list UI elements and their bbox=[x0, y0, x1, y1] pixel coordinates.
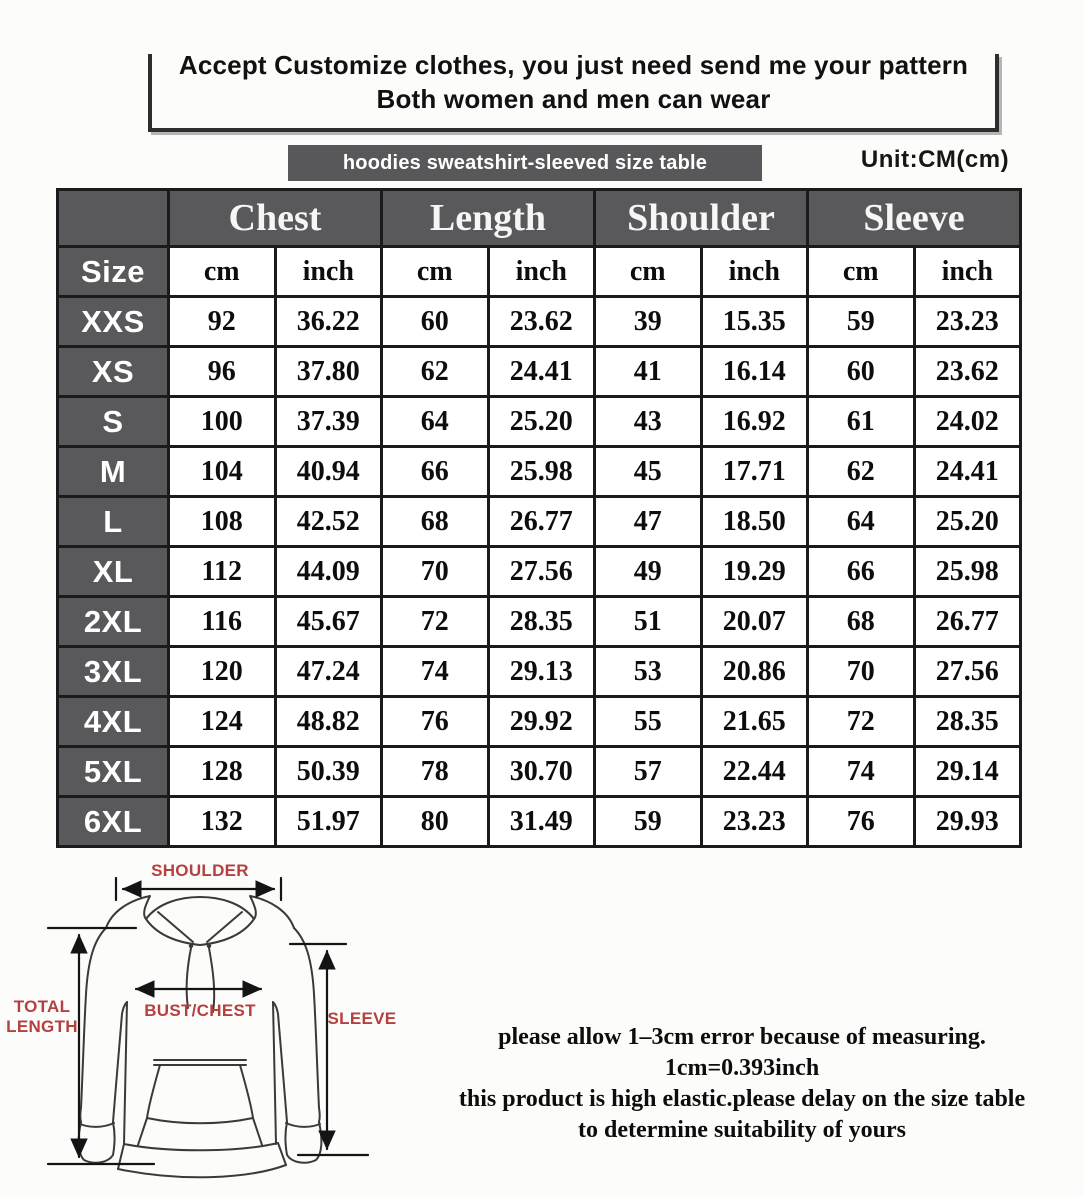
table-row bbox=[58, 497, 1021, 547]
measurement-cell: 51.97 bbox=[275, 797, 382, 847]
size-label: 5XL bbox=[58, 747, 169, 797]
bust-chest-label: BUST/CHEST bbox=[144, 1001, 256, 1020]
size-label: 4XL bbox=[58, 697, 169, 747]
note-line: please allow 1–3cm error because of measuring. bbox=[498, 1024, 986, 1050]
measurement-cell: 37.80 bbox=[275, 347, 382, 397]
measurement-cell: 72 bbox=[808, 697, 915, 747]
measurement-cell: 19.29 bbox=[701, 547, 808, 597]
measurement-cell: 116 bbox=[169, 597, 276, 647]
corner-cell bbox=[58, 190, 169, 247]
measurement-cell: 21.65 bbox=[701, 697, 808, 747]
pocket-bottom bbox=[147, 1118, 253, 1123]
measurement-cell: 104 bbox=[169, 447, 276, 497]
group-header-chest: Chest bbox=[169, 190, 382, 247]
size-label: XXS bbox=[58, 297, 169, 347]
measurement-cell: 76 bbox=[382, 697, 489, 747]
title-box bbox=[148, 50, 999, 132]
measurement-cell: 62 bbox=[382, 347, 489, 397]
left-sleeve bbox=[80, 928, 106, 1122]
table-row bbox=[58, 647, 1021, 697]
total-length-label-line1: TOTAL bbox=[13, 997, 71, 1016]
measurement-cell: 78 bbox=[382, 747, 489, 797]
measurement-cell: 59 bbox=[808, 297, 915, 347]
table-name-label: hoodies sweatshirt-sleeved size table bbox=[342, 152, 708, 174]
measurement-cell: 25.20 bbox=[488, 397, 595, 447]
measurement-cell: 132 bbox=[169, 797, 276, 847]
drawstring-left bbox=[187, 948, 191, 1008]
left-body-side bbox=[124, 1002, 127, 1144]
measurement-cell: 18.50 bbox=[701, 497, 808, 547]
group-header-length: Length bbox=[382, 190, 595, 247]
unit-header-row bbox=[58, 247, 1021, 297]
hem-bottom bbox=[118, 1165, 286, 1177]
measurement-cell: 25.98 bbox=[488, 447, 595, 497]
note-line: this product is high elastic.please delay on the size table bbox=[458, 1086, 1026, 1112]
measurement-cell: 96 bbox=[169, 347, 276, 397]
measurement-cell: 128 bbox=[169, 747, 276, 797]
size-label: 2XL bbox=[58, 597, 169, 647]
unit-header: cm bbox=[595, 247, 702, 297]
title-line-1: Accept Customize clothes, you just need send me your pattern bbox=[178, 50, 969, 80]
measurement-cell: 66 bbox=[382, 447, 489, 497]
measurement-cell: 50.39 bbox=[275, 747, 382, 797]
table-name-bar bbox=[288, 145, 762, 181]
size-label: 6XL bbox=[58, 797, 169, 847]
measurement-cell: 76 bbox=[808, 797, 915, 847]
measurement-cell: 61 bbox=[808, 397, 915, 447]
measurement-cell: 25.98 bbox=[914, 547, 1021, 597]
group-header-sleeve: Sleeve bbox=[808, 190, 1021, 247]
measurement-cell: 74 bbox=[382, 647, 489, 697]
size-label: XS bbox=[58, 347, 169, 397]
table-row bbox=[58, 747, 1021, 797]
hood-outline bbox=[106, 896, 294, 928]
pocket-corner-right bbox=[253, 1118, 262, 1145]
measurement-cell: 80 bbox=[382, 797, 489, 847]
measurement-cell: 31.49 bbox=[488, 797, 595, 847]
measurement-cell: 15.35 bbox=[701, 297, 808, 347]
right-cuff-band bbox=[286, 1123, 320, 1127]
group-header-shoulder: Shoulder bbox=[595, 190, 808, 247]
measurement-cell: 36.22 bbox=[275, 297, 382, 347]
size-label: 3XL bbox=[58, 647, 169, 697]
size-table bbox=[56, 188, 1022, 848]
group-header-row bbox=[58, 190, 1021, 247]
hem-top bbox=[124, 1143, 278, 1150]
measurement-cell: 23.23 bbox=[701, 797, 808, 847]
right-sleeve bbox=[294, 928, 320, 1122]
measurement-cell: 120 bbox=[169, 647, 276, 697]
measurement-cell: 17.71 bbox=[701, 447, 808, 497]
left-cuff-band bbox=[80, 1123, 114, 1127]
measurement-cell: 27.56 bbox=[488, 547, 595, 597]
right-body-side bbox=[273, 1002, 276, 1144]
measurement-cell: 44.09 bbox=[275, 547, 382, 597]
hood-fold-left bbox=[158, 912, 193, 942]
measurement-cell: 47 bbox=[595, 497, 702, 547]
size-label: M bbox=[58, 447, 169, 497]
measuring-notes bbox=[406, 1022, 1078, 1146]
measurement-cell: 24.41 bbox=[914, 447, 1021, 497]
table-row bbox=[58, 697, 1021, 747]
size-label: L bbox=[58, 497, 169, 547]
measurement-cell: 108 bbox=[169, 497, 276, 547]
measurement-cell: 55 bbox=[595, 697, 702, 747]
left-cuff bbox=[79, 1122, 115, 1163]
total-length-label-line2: LENGTH bbox=[6, 1017, 78, 1036]
measurement-cell: 74 bbox=[808, 747, 915, 797]
measurement-cell: 60 bbox=[382, 297, 489, 347]
table-row bbox=[58, 297, 1021, 347]
measurement-cell: 39 bbox=[595, 297, 702, 347]
measurement-cell: 24.41 bbox=[488, 347, 595, 397]
hood-fold-right bbox=[207, 912, 242, 942]
measurement-cell: 25.20 bbox=[914, 497, 1021, 547]
size-label: XL bbox=[58, 547, 169, 597]
unit-header: cm bbox=[169, 247, 276, 297]
pocket-left-edge bbox=[147, 1065, 160, 1118]
measurement-cell: 92 bbox=[169, 297, 276, 347]
measurement-cell: 27.56 bbox=[914, 647, 1021, 697]
unit-label: Unit:CM(cm) bbox=[860, 146, 1010, 173]
measurement-cell: 28.35 bbox=[488, 597, 595, 647]
measurement-cell: 42.52 bbox=[275, 497, 382, 547]
measurement-cell: 29.14 bbox=[914, 747, 1021, 797]
measurement-cell: 47.24 bbox=[275, 647, 382, 697]
hem-left-edge bbox=[118, 1144, 124, 1169]
measurement-cell: 20.07 bbox=[701, 597, 808, 647]
pocket-right-edge bbox=[240, 1065, 253, 1118]
table-row bbox=[58, 797, 1021, 847]
measurement-cell: 59 bbox=[595, 797, 702, 847]
measurement-cell: 57 bbox=[595, 747, 702, 797]
title-line-2: Both women and men can wear bbox=[376, 84, 771, 114]
measurement-cell: 22.44 bbox=[701, 747, 808, 797]
measurement-cell: 64 bbox=[382, 397, 489, 447]
sleeve-label: SLEEVE bbox=[327, 1009, 397, 1028]
measurement-cell: 29.93 bbox=[914, 797, 1021, 847]
measurement-cell: 45.67 bbox=[275, 597, 382, 647]
size-column-header: Size bbox=[58, 247, 169, 297]
pocket-corner-left bbox=[138, 1118, 147, 1145]
note-line: 1cm=0.393inch bbox=[664, 1055, 820, 1081]
table-row bbox=[58, 447, 1021, 497]
unit-header: cm bbox=[382, 247, 489, 297]
unit-header: inch bbox=[275, 247, 382, 297]
measurement-cell: 23.62 bbox=[914, 347, 1021, 397]
measurement-cell: 72 bbox=[382, 597, 489, 647]
measurement-cell: 48.82 bbox=[275, 697, 382, 747]
page-title bbox=[112, 48, 1035, 116]
size-label: S bbox=[58, 397, 169, 447]
measurement-cell: 28.35 bbox=[914, 697, 1021, 747]
measurement-cell: 68 bbox=[382, 497, 489, 547]
measurement-cell: 16.14 bbox=[701, 347, 808, 397]
hoodie-outline-drawing bbox=[79, 896, 322, 1177]
measurement-cell: 23.23 bbox=[914, 297, 1021, 347]
unit-header: cm bbox=[808, 247, 915, 297]
unit-header: inch bbox=[701, 247, 808, 297]
measurement-cell: 20.86 bbox=[701, 647, 808, 697]
measurement-cell: 40.94 bbox=[275, 447, 382, 497]
measurement-cell: 26.77 bbox=[488, 497, 595, 547]
measurement-cell: 43 bbox=[595, 397, 702, 447]
measurement-cell: 112 bbox=[169, 547, 276, 597]
measurement-cell: 29.92 bbox=[488, 697, 595, 747]
measurement-cell: 70 bbox=[808, 647, 915, 697]
measurement-cell: 30.70 bbox=[488, 747, 595, 797]
measurement-cell: 26.77 bbox=[914, 597, 1021, 647]
measurement-cell: 41 bbox=[595, 347, 702, 397]
measurement-cell: 66 bbox=[808, 547, 915, 597]
measurement-cell: 45 bbox=[595, 447, 702, 497]
right-cuff bbox=[286, 1122, 322, 1163]
measurement-cell: 124 bbox=[169, 697, 276, 747]
unit-header: inch bbox=[914, 247, 1021, 297]
measurement-cell: 62 bbox=[808, 447, 915, 497]
shoulder-label: SHOULDER bbox=[151, 861, 249, 880]
measurement-cell: 23.62 bbox=[488, 297, 595, 347]
measurement-cell: 29.13 bbox=[488, 647, 595, 697]
note-line: to determine suitability of yours bbox=[578, 1117, 906, 1143]
hood-opening bbox=[146, 919, 254, 945]
measurement-cell: 53 bbox=[595, 647, 702, 697]
measurement-diagram bbox=[0, 856, 420, 1196]
measurement-cell: 37.39 bbox=[275, 397, 382, 447]
hem-right-edge bbox=[278, 1143, 286, 1165]
measurement-cell: 68 bbox=[808, 597, 915, 647]
measurement-cell: 49 bbox=[595, 547, 702, 597]
table-row bbox=[58, 347, 1021, 397]
table-row bbox=[58, 547, 1021, 597]
table-row bbox=[58, 397, 1021, 447]
table-row bbox=[58, 597, 1021, 647]
unit-header: inch bbox=[488, 247, 595, 297]
measurement-cell: 70 bbox=[382, 547, 489, 597]
measurement-cell: 64 bbox=[808, 497, 915, 547]
measurement-cell: 16.92 bbox=[701, 397, 808, 447]
measurement-cell: 24.02 bbox=[914, 397, 1021, 447]
measurement-cell: 51 bbox=[595, 597, 702, 647]
measurement-cell: 60 bbox=[808, 347, 915, 397]
measurement-labels bbox=[6, 861, 396, 1036]
measurement-cell: 100 bbox=[169, 397, 276, 447]
